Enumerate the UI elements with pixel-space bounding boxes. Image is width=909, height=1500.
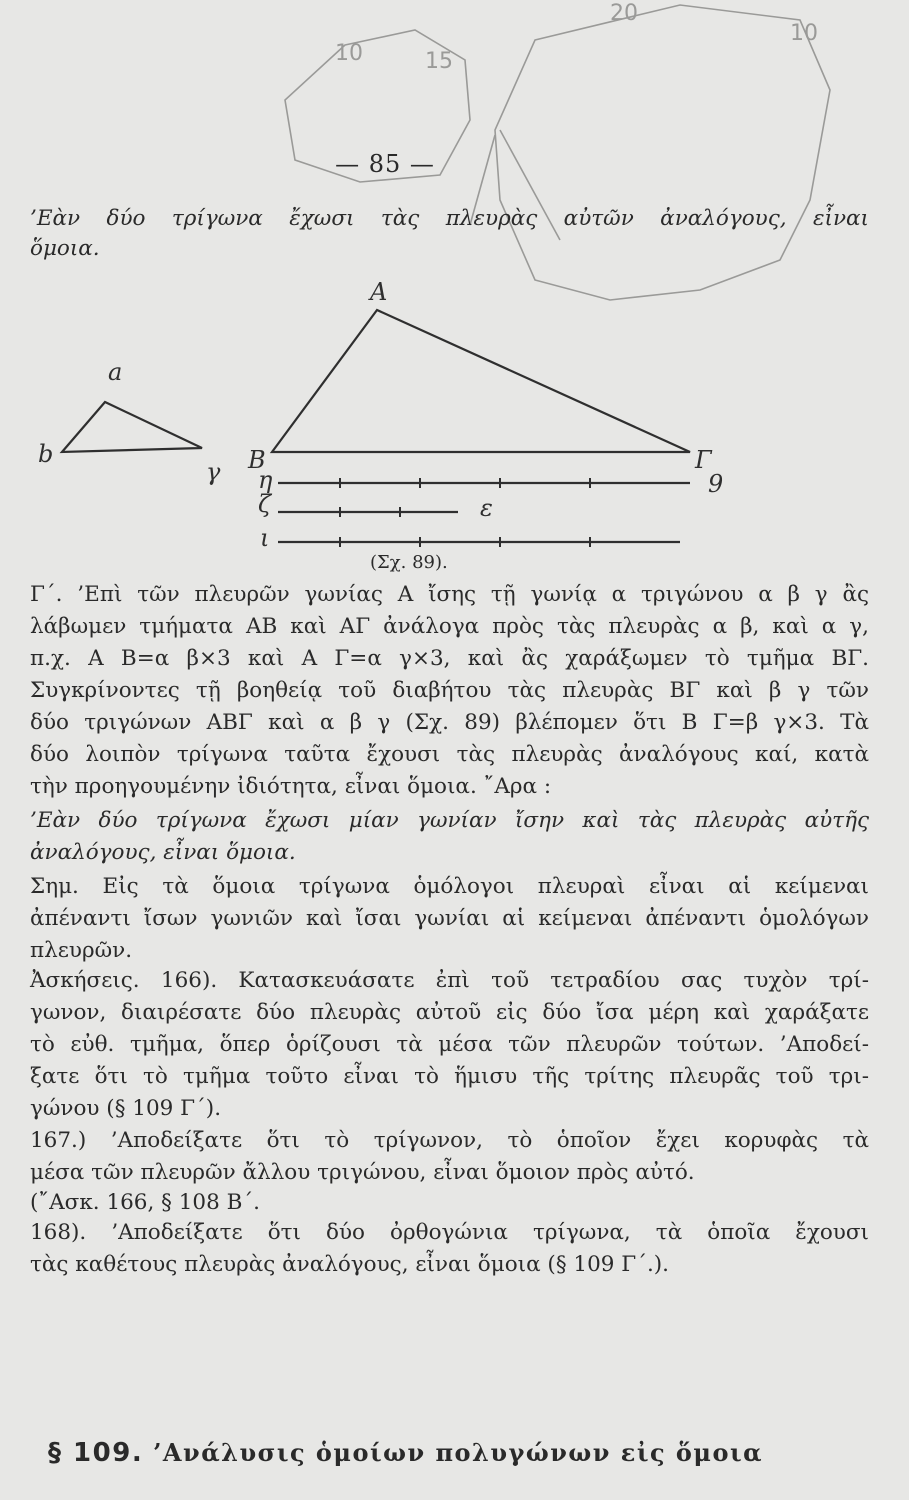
statement-line-1: ’Εὰν δύο τρίγωνα ἔχωσι τὰς πλευρὰς αὐτῶν ἀναλόγους, εἶναι xyxy=(30,206,869,231)
label-B: Β xyxy=(248,446,266,474)
body-line-4: Συγκρίνοντες τῇ βοηθείᾳ τοῦ διαβήτου τὰς πλευρὰς ΒΓ καὶ β γ τῶν xyxy=(30,678,869,703)
margin-note-1: 10 xyxy=(335,41,363,66)
label-b: b xyxy=(38,440,54,468)
label-e: ε xyxy=(480,494,493,522)
section-number: § 109. xyxy=(48,1438,144,1468)
section-title: ’Ανάλυσις ὁμοίων πολυγώνων εἰς ὅμοια xyxy=(153,1438,764,1467)
label-G: Γ xyxy=(695,446,712,474)
exercise-line-4: ξατε ὅτι τὸ τμῆμα τοῦτο εἶναι τὸ ἥμισυ τῆς τρίτης πλευρᾶς τοῦ τρι- xyxy=(30,1064,869,1089)
note-line-3: πλευρῶν. xyxy=(30,938,133,963)
exercise-line-6: 167.) ’Αποδείξατε ὅτι τὸ τρίγωνον, τὸ ὁποῖον ἔχει κορυφὰς τὰ xyxy=(30,1128,869,1153)
body-line-6: δύο λοιπὸν τρίγωνα ταῦτα ἔχουσι τὰς πλευρὰς ἀναλόγους καί, κατὰ xyxy=(30,742,869,767)
margin-note-2: 15 xyxy=(425,49,453,74)
label-g: γ xyxy=(206,458,221,486)
figure-caption: (Σχ. 89). xyxy=(370,552,448,573)
body-line-2: λάβωμεν τμήματα ΑΒ καὶ ΑΓ ἀνάλογα πρὸς τὰς πλευρὰς α β, καὶ α γ, xyxy=(30,614,869,639)
page-number: — 85 — xyxy=(335,150,435,178)
margin-note-4: 10 xyxy=(790,21,818,46)
small-triangle xyxy=(62,402,202,452)
label-i: ι xyxy=(260,524,270,552)
label-z: ζ xyxy=(258,490,272,518)
margin-note-3: 20 xyxy=(610,1,638,26)
body-line-5: δύο τριγώνων ΑΒΓ καὶ α β γ (Σχ. 89) βλέπομεν ὅτι Β Γ=β γ×3. Τὰ xyxy=(30,710,869,735)
exercise-line-10: τὰς καθέτους πλευρὰς ἀναλόγους, εἶναι ὅμοια (§ 109 Γ΄.). xyxy=(30,1252,669,1277)
label-a: a xyxy=(108,358,123,386)
exercise-line-7: μέσα τῶν πλευρῶν ἄλλου τριγώνου, εἶναι ὅμοιον πρὸς αὐτό. xyxy=(30,1160,695,1185)
note-line-2: ἀπέναντι ἴσων γωνιῶν καὶ ἴσαι γωνίαι αἱ κείμεναι ἀπέναντι ὁμολόγων xyxy=(30,906,869,931)
exercise-line-9: 168). ’Αποδείξατε ὅτι δύο ὀρθογώνια τρίγωνα, τὰ ὁποῖα ἔχουσι xyxy=(30,1220,869,1245)
label-h: η xyxy=(258,466,273,494)
exercise-line-5: γώνου (§ 109 Γ΄). xyxy=(30,1096,222,1121)
body-line-7: τὴν προηγουμένην ἰδιότητα, εἶναι ὅμοια. ῎Αρα : xyxy=(30,774,552,799)
statement-line-2: ὅμοια. xyxy=(30,236,100,261)
rule-line-1: ’Εὰν δύο τρίγωνα ἔχωσι μίαν γωνίαν ἴσην καὶ τὰς πλευρὰς αὐτῆς xyxy=(30,808,869,833)
note-line-1: Σημ. Εἰς τὰ ὅμοια τρίγωνα ὁμόλογοι πλευραὶ εἶναι αἱ κείμεναι xyxy=(30,874,869,899)
body-line-3: π.χ. Α Β=α β×3 καὶ Α Γ=α γ×3, καὶ ἂς χαράξωμεν τὸ τμῆμα ΒΓ. xyxy=(30,646,869,671)
label-theta: 9 xyxy=(708,470,724,498)
exercise-line-3: τὸ εὐθ. τμῆμα, ὅπερ ὁρίζουσι τὰ μέσα τῶν πλευρῶν τούτων. ’Αποδεί- xyxy=(30,1032,869,1057)
label-A: A xyxy=(370,280,388,306)
body-line-1: Γ΄. ’Επὶ τῶν πλευρῶν γωνίας Α ἴσης τῇ γωνίᾳ α τριγώνου α β γ ἂς xyxy=(30,582,869,607)
exercise-line-2: γωνον, διαιρέσατε δύο πλευρὰς αὐτοῦ εἰς δύο ἴσα μέρη καὶ χαράξατε xyxy=(30,1000,869,1025)
rule-line-2: ἀναλόγους, εἶναι ὅμοια. xyxy=(30,840,296,865)
exercise-line-8: (῎Ασκ. 166, § 108 Β΄. xyxy=(30,1190,260,1215)
exercise-line-1: Ἀσκήσεις. 166). Κατασκευάσατε ἐπὶ τοῦ τετραδίου σας τυχὸν τρί- xyxy=(30,968,869,993)
figure-89 xyxy=(30,280,870,580)
large-triangle xyxy=(272,310,690,452)
section-heading xyxy=(48,1438,869,1468)
